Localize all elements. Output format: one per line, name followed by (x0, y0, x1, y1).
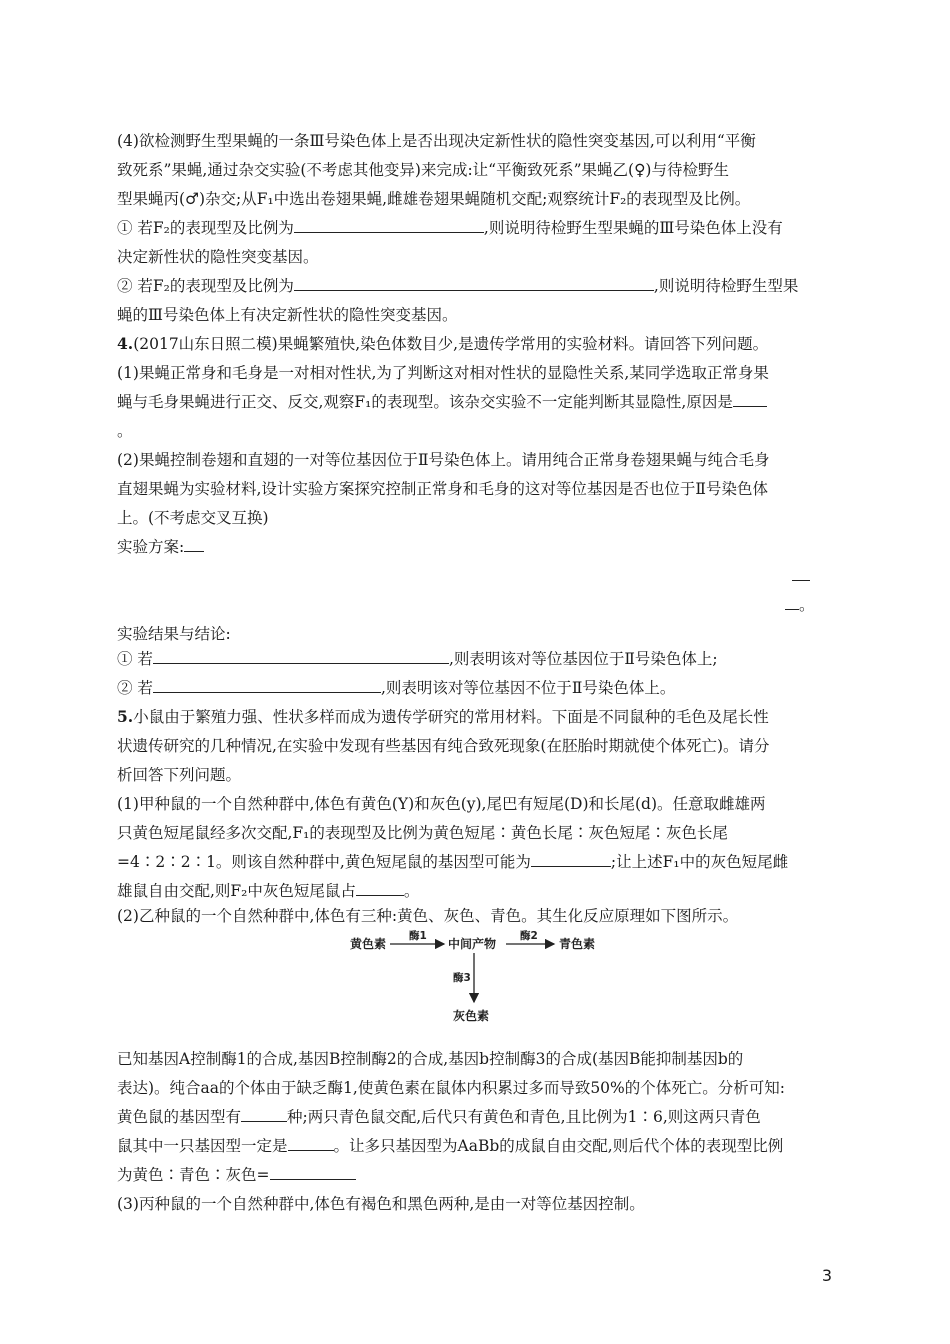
q5-after-line-3 (117, 1106, 761, 1128)
q5-p1-ratio-blank[interactable] (356, 880, 404, 896)
diagram-enzyme3: 酶3 (453, 972, 471, 984)
q4-p1-answer-blank[interactable] (733, 391, 767, 407)
q4-plan-answer-blank[interactable] (184, 536, 204, 552)
q5-p1-line-1: (1)甲种鼠的一个自然种群中,体色有黄色(Y)和灰色(y),尾巴有短尾(D)和长尾(d)。任意取雌雄两 (117, 795, 766, 813)
q3-p4-line-1: (4)欲检测野生型果蝇的一条Ⅲ号染色体上是否出现决定新性状的隐性突变基因,可以利用“平衡 (117, 132, 756, 150)
q4-result-2 (117, 677, 675, 699)
q4-plan-end (785, 594, 815, 616)
q5-phenotype-ratio-blank[interactable] (270, 1164, 356, 1180)
q3-item2-text-b: ,则说明待检野生型果 (653, 277, 799, 295)
q3-item2-answer-blank[interactable] (294, 275, 654, 291)
q5-p1-l4-text-a: 雄鼠自由交配,则F₂中灰色短尾鼠占 (117, 882, 356, 900)
q5-after-line-2: 表达)。纯合aa的个体由于缺乏酶1,使黄色素在鼠体内积累过多而导致50%的个体死亡。分析可知: (117, 1079, 785, 1097)
q4-r2-answer-blank[interactable] (153, 677, 381, 693)
q5-after-line-4 (117, 1135, 783, 1157)
q4-plan-blank-cont (792, 565, 810, 587)
q5-p1-l4-text-b: 。 (403, 882, 420, 900)
q4-stem (117, 333, 768, 355)
diagram-cyan-pigment: 青色素 (559, 937, 596, 951)
q3-item2-cont: 蝇的Ⅲ号染色体上有决定新性状的隐性突变基因。 (117, 306, 458, 324)
q4-p1-line-1: (1)果蝇正常身和毛身是一对相对性状,为了判断这对相对性状的显隐性关系,某同学选取正常身果 (117, 364, 769, 382)
q3-item2-text-a: ② 若F₂的表现型及比例为 (117, 277, 294, 295)
q4-plan-label: 实验方案: (117, 538, 185, 556)
q5-a5-text-a: 为黄色∶青色∶灰色= (117, 1166, 270, 1184)
q5-a3-text-b: 种;两只青色鼠交配,后代只有黄色和青色,且比例为1∶6,则这两只青色 (287, 1108, 761, 1126)
q5-after-line-1: 已知基因A控制酶1的合成,基因B控制酶2的合成,基因b控制酶3的合成(基因B能抑制基因b的 (117, 1050, 744, 1068)
q5-stem-line-2: 状遗传研究的几种情况,在实验中发现有些基因有纯合致死现象(在胚胎时期就使个体死亡)。请分 (117, 737, 770, 755)
diagram-enzyme2: 酶2 (520, 930, 538, 942)
q5-p1-l3-text-b: ;让上述F₁中的灰色短尾雌 (610, 853, 789, 871)
q4-result-label: 实验结果与结论: (117, 625, 231, 643)
q5-p1-genotype-blank[interactable] (531, 851, 611, 867)
q3-item1-answer-blank[interactable] (294, 217, 484, 233)
q5-number: 5. (117, 707, 134, 726)
q3-item1-text-b: ,则说明待检野生型果蝇的Ⅲ号染色体上没有 (483, 219, 783, 237)
q4-number: 4. (117, 334, 134, 353)
q5-p1-line-4 (117, 880, 419, 902)
q5-p1-l3-text-a: =4∶2∶2∶1。则该自然种群中,黄色短尾鼠的基因型可能为 (117, 853, 531, 871)
q4-p2-line-1: (2)果蝇控制卷翅和直翅的一对等位基因位于Ⅱ号染色体上。请用纯合正常身卷翅果蝇与纯合毛身 (117, 451, 770, 469)
page-number: 3 (821, 1266, 832, 1285)
q5-p1-line-2: 只黄色短尾鼠经多次交配,F₁的表现型及比例为黄色短尾∶黄色长尾∶灰色短尾∶灰色长尾 (117, 824, 728, 842)
q5-cyan-genotype-blank[interactable] (288, 1135, 334, 1151)
q4-p1-line-2-text: 蝇与毛身果蝇进行正交、反交,观察F₁的表现型。该杂交实验不一定能判断其显隐性,原因是 (117, 393, 733, 411)
q5-p3-line: (3)丙种鼠的一个自然种群中,体色有褐色和黑色两种,是由一对等位基因控制。 (117, 1195, 645, 1213)
q4-r1-text-b: ,则表明该对等位基因位于Ⅱ号染色体上; (448, 650, 718, 668)
q3-item1-cont: 决定新性状的隐性突变基因。 (117, 248, 319, 266)
q4-p2-line-3: 上。(不考虑交叉互换) (117, 509, 269, 527)
q3-item1-text-a: ① 若F₂的表现型及比例为 (117, 219, 294, 237)
q5-a3-text-a: 黄色鼠的基因型有 (117, 1108, 242, 1126)
q4-p2-line-2: 直翅果蝇为实验材料,设计实验方案探究控制正常身和毛身的这对等位基因是否也位于Ⅱ号染色体 (117, 480, 768, 498)
q3-p4-line-2: 致死系”果蝇,通过杂交实验(不考虑其他变异)来完成:让“平衡致死系”果蝇乙(♀)与待检野生 (117, 161, 729, 179)
q5-a4-text-a: 鼠其中一只基因型一定是 (117, 1137, 288, 1155)
q5-a4-text-b: 。让多只基因型为AaBb的成鼠自由交配,则后代个体的表现型比例 (333, 1137, 784, 1155)
q4-r1-answer-blank[interactable] (153, 648, 449, 664)
q4-plan-answer-blank-3[interactable] (785, 594, 799, 610)
q4-plan-answer-blank-2[interactable] (792, 565, 810, 581)
q4-result-1 (117, 648, 718, 670)
q5-after-line-5 (117, 1164, 356, 1186)
diagram-yellow-pigment: 黄色素 (350, 937, 387, 951)
q5-stem-text-1: 小鼠由于繁殖力强、性状多样而成为遗传学研究的常用材料。下面是不同鼠种的毛色及尾长性 (133, 708, 769, 726)
q5-yellow-genotype-count-blank[interactable] (241, 1106, 287, 1122)
q4-p1-line-2 (117, 391, 767, 413)
q4-plan-end-text: 。 (799, 596, 815, 614)
diagram-enzyme1: 酶1 (409, 930, 427, 942)
q4-plan (117, 536, 204, 558)
diagram-intermediate: 中间产物 (448, 937, 497, 951)
q3-item2 (117, 275, 798, 297)
q4-r2-text-a: ② 若 (117, 679, 153, 697)
q5-p2-line: (2)乙种鼠的一个自然种群中,体色有三种:黄色、灰色、青色。其生化反应原理如下图所示。 (117, 907, 739, 925)
diagram-gray-pigment: 灰色素 (453, 1009, 490, 1023)
q3-p4-line-3: 型果蝇丙(♂)杂交;从F₁中选出卷翅果蝇,雌雄卷翅果蝇随机交配;观察统计F₂的表现型及比例。 (117, 190, 751, 208)
q4-r2-text-b: ,则表明该对等位基因不位于Ⅱ号染色体上。 (380, 679, 676, 697)
q4-p1-end: 。 (117, 422, 133, 440)
q4-r1-text-a: ① 若 (117, 650, 153, 668)
q5-stem-line-1 (117, 706, 769, 728)
q5-stem-line-3: 析回答下列问题。 (117, 766, 242, 784)
q3-item1 (117, 217, 783, 239)
q5-p1-line-3 (117, 851, 788, 873)
q4-stem-text: (2017山东日照二模)果蝇繁殖快,染色体数目少,是遗传学常用的实验材料。请回答下列问题。 (133, 335, 769, 353)
pathway-diagram (340, 928, 620, 1023)
